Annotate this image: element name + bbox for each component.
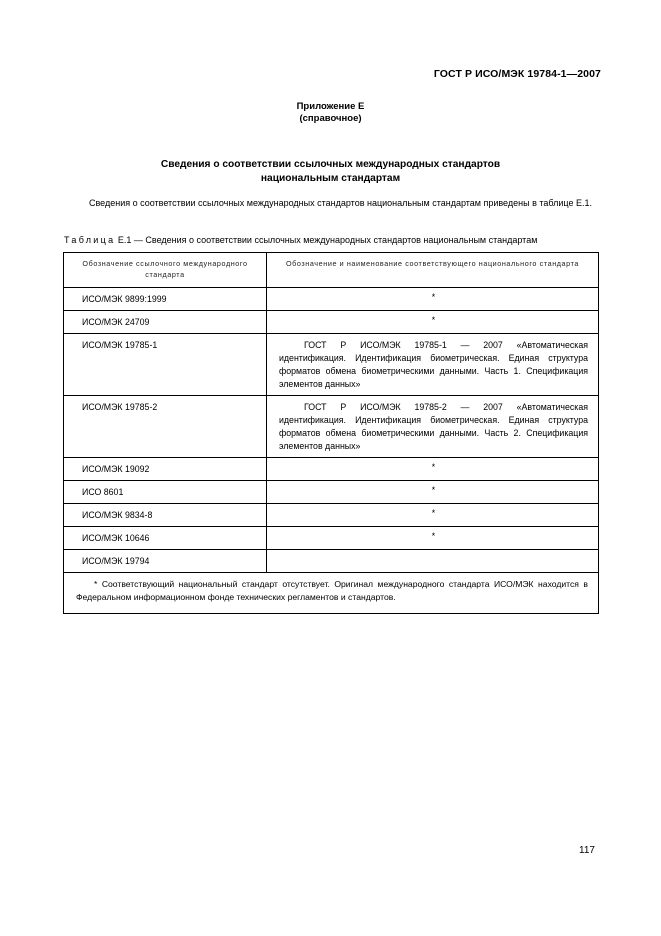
national-standard-cell: * <box>267 504 599 527</box>
national-standard-cell: * <box>267 527 599 550</box>
table-header-row <box>64 253 599 288</box>
table-caption <box>64 234 604 246</box>
appendix-subtitle: (справочное) <box>299 113 362 124</box>
ref-standard-cell: ИСО 8601 <box>64 481 267 504</box>
section-heading <box>0 158 661 186</box>
table-caption-text: Е.1 — Сведения о соответствии ссылочных международных стандартов национальным стандартам <box>117 235 538 245</box>
table-row <box>64 481 599 504</box>
ref-standard-cell: ИСО/МЭК 19785-1 <box>64 334 267 396</box>
national-standard-cell: * <box>267 311 599 334</box>
table-caption-label: Таблица <box>64 235 116 245</box>
ref-standard-cell: ИСО/МЭК 10646 <box>64 527 267 550</box>
document-code: ГОСТ Р ИСО/МЭК 19784-1—2007 <box>433 68 601 80</box>
national-standard-cell: * <box>267 481 599 504</box>
table-row <box>64 311 599 334</box>
ref-standard-cell: ИСО/МЭК 19794 <box>64 550 267 573</box>
table-row <box>64 458 599 481</box>
intro-paragraph: Сведения о соответствии ссылочных международных стандартов национальным стандартам приведены в таблице Е.1. <box>89 198 592 208</box>
appendix-title: Приложение Е <box>296 101 365 112</box>
national-standard-cell: * <box>267 458 599 481</box>
table-row <box>64 527 599 550</box>
ref-standard-cell: ИСО/МЭК 24709 <box>64 311 267 334</box>
page-number: 117 <box>579 845 595 856</box>
national-standard-cell: * <box>267 288 599 311</box>
national-standard-cell <box>267 550 599 573</box>
header-national-standard: Обозначение и наименование соответствующего национального стандарта <box>267 253 599 288</box>
national-standard-cell: ГОСТ Р ИСО/МЭК 19785-2 — 2007 «Автоматическая идентификация. Идентификация биометрическая. Единая структура форматов обмена биометрическими данными. Часть 2. Спецификация элементов данных» <box>267 396 599 458</box>
standards-table <box>63 252 599 614</box>
table-row <box>64 504 599 527</box>
table-row <box>64 550 599 573</box>
table-footnote: * Соответствующий национальный стандарт отсутствует. Оригинал международного стандарта ИСО/МЭК находится в Федеральном информационном фонде технических регламентов и стандартов. <box>64 573 599 614</box>
table-footnote-row <box>64 573 599 614</box>
national-standard-cell: ГОСТ Р ИСО/МЭК 19785-1 — 2007 «Автоматическая идентификация. Идентификация биометрическая. Единая структура форматов обмена биометрическими данными. Часть 1. Спецификация элементов данных» <box>267 334 599 396</box>
ref-standard-cell: ИСО/МЭК 9834-8 <box>64 504 267 527</box>
section-heading-line-2: национальным стандартам <box>260 173 401 184</box>
header-ref-standard: Обозначение ссылочного международного стандарта <box>64 253 267 288</box>
ref-standard-cell: ИСО/МЭК 9899:1999 <box>64 288 267 311</box>
table-row <box>64 334 599 396</box>
table-row <box>64 288 599 311</box>
section-heading-line-1: Сведения о соответствии ссылочных международных стандартов <box>160 159 501 170</box>
ref-standard-cell: ИСО/МЭК 19092 <box>64 458 267 481</box>
appendix-title-block <box>0 101 661 125</box>
ref-standard-cell: ИСО/МЭК 19785-2 <box>64 396 267 458</box>
table-row <box>64 396 599 458</box>
